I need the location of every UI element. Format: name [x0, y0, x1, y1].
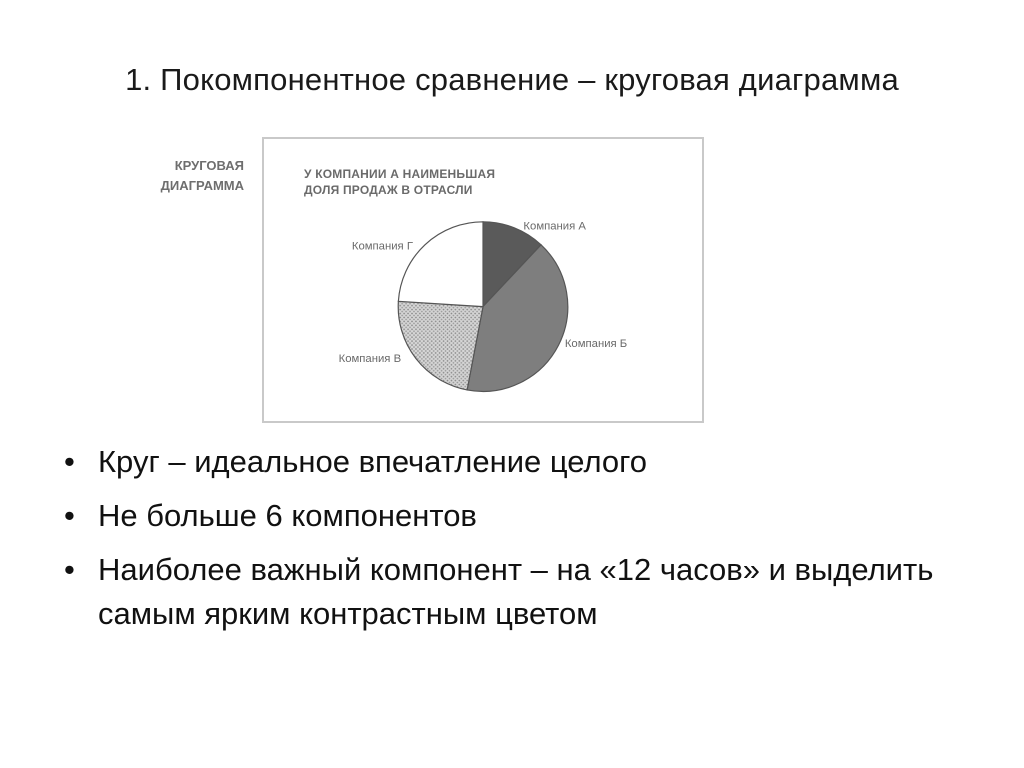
slice-label: Компания Б: [564, 338, 628, 351]
chart-title-line-2: ДОЛЯ ПРОДАЖ В ОТРАСЛИ: [304, 183, 473, 197]
slice-label: Компания Г: [351, 240, 413, 253]
side-caption-line-1: КРУГОВАЯ: [174, 158, 244, 173]
bullet-text: Не больше 6 компонентов: [98, 498, 477, 533]
bullet-list: [62, 440, 962, 646]
bullet-dot-icon: •: [64, 444, 75, 479]
slice-label: Компания В: [338, 352, 402, 365]
bullet-dot-icon: •: [64, 552, 75, 587]
slice-label: Компания А: [523, 220, 586, 233]
bullet-text: Наиболее важный компонент – на «12 часов» и выделить самым ярким контрастным цветом: [98, 552, 934, 631]
side-caption: [132, 156, 244, 196]
bullet-dot-icon: •: [64, 498, 75, 533]
slide-title: 1. Покомпонентное сравнение – круговая диаграмма: [125, 62, 899, 97]
bullet-item: [62, 548, 962, 636]
bullet-item: [62, 440, 962, 484]
pie-slice: [398, 222, 483, 307]
bullet-item: [62, 494, 962, 538]
side-caption-line-2: ДИАГРАММА: [160, 178, 244, 193]
bullet-text: Круг – идеальное впечатление целого: [98, 444, 648, 479]
chart-title: [304, 166, 495, 198]
pie-chart-frame: [262, 137, 704, 423]
chart-title-line-1: У КОМПАНИИ А НАИМЕНЬШАЯ: [304, 167, 496, 181]
